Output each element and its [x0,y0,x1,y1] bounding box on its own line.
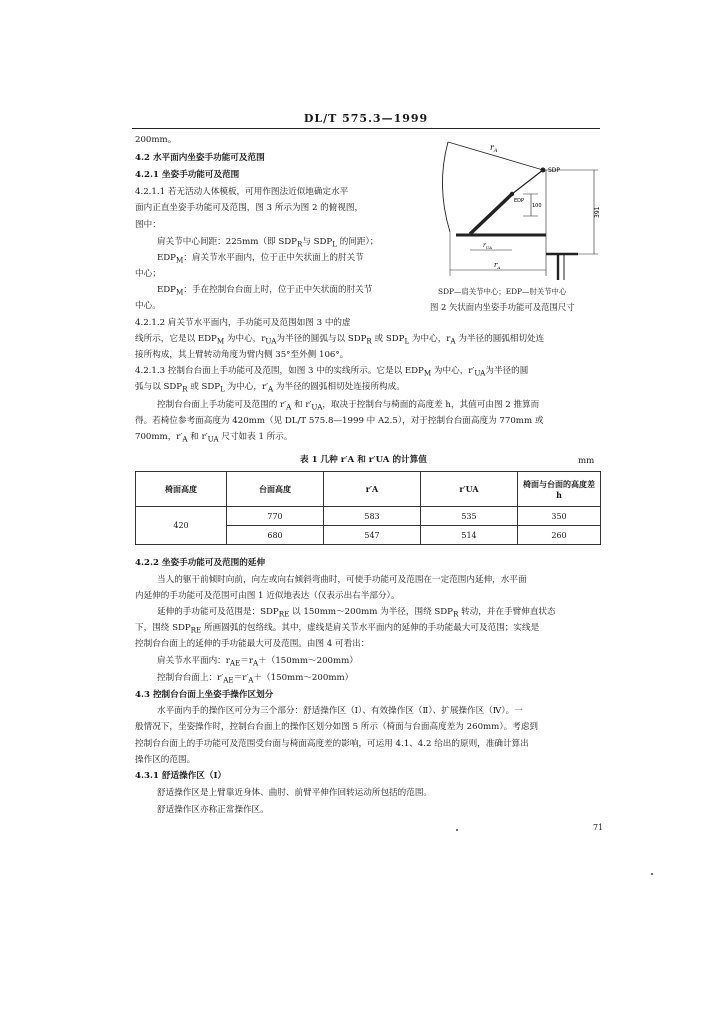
text-line: $EDP_M$：手在控制台台面上时，位于正中矢状面的肘关节 [157,285,373,297]
table-row [136,507,601,526]
table-col-header: 台面高度 [227,472,324,507]
text-line: 得。若椅位参考面高度为 420mm（见 DL/T 575.8—1999 中 A2.5），对于控制台台面高度为 770mm 或 [135,416,544,426]
text-line: 接所构成，其上臂转动角度为臂内侧 35°至外侧 106°。 [135,350,349,360]
edp-point [510,192,514,196]
table-cell: 514 [421,526,518,545]
text-line: 700mm，$r'_A$ 和 $r'_{UA}$ 尺寸如表 1 所示。 [135,432,293,444]
table-1-unit: mm [578,456,595,466]
table-1 [135,471,601,545]
text-line: 控制台台面上手功能可及范围的 $r'_A$ 和 $r'_{UA}$，取决于控制台与椅面的高度差 h，其值可由图 2 推算而 [157,400,540,412]
text-line: 面内正直坐姿手功能可及范围，图 3 所示为图 2 的俯视图， [135,203,364,213]
section-heading-4-2: 4.2 水平面内坐姿手功能可及范围 [135,153,265,163]
table-1-title: 表 1 几种 r′A 和 r′UA 的计算值 [300,455,427,465]
svg-text:rA: $r_A$ [490,143,498,154]
svg-text:391: 391 [594,206,601,218]
table-cell: 770 [227,507,324,526]
table-cell: 260 [518,526,601,545]
sdp-point [541,168,546,173]
text-line: 控制台台面上的手功能可及范围受台面与椅面高度差的影响，可运用 4.1、4.2 给出的原则，准确计算出 [135,739,529,749]
text-line: $EDP_M$：肩关节水平面内，位于正中矢状面上的肘关节 [157,253,364,265]
table-cell: 583 [324,507,421,526]
section-heading-4-2-2: 4.2.2 坐姿手功能可及范围的延伸 [135,558,266,568]
figure-2-legend: SDP—肩关节中心；EDP—肘关节中心 [438,287,567,296]
text-line: 图中： [135,220,161,230]
table-col-header: r′A [324,472,421,507]
reach-arc [442,142,450,232]
table-col-header: 椅面高度 [136,472,227,507]
table-col-header: r′UA [421,472,518,507]
text-line: 操作区的范围。 [135,755,196,765]
text-line: 控制台台面上的延伸的手功能最大可及范围。由图 4 可看出： [135,639,370,649]
svg-text:100: 100 [532,203,542,209]
text-line: 延伸的手功能可及范围是：$SDP_{RE}$ 以 150mm～200mm 为半径，围绕 $SDP_R$ 转动，并在手臂伸直状态 [157,607,556,619]
scan-speck [651,873,653,875]
section-heading-4-3-1: 4.3.1 舒适操作区（Ⅰ） [135,771,227,781]
page-number: 71 [593,823,604,832]
forearm [470,194,512,234]
radius-line [448,142,543,170]
text-line: 当人的躯干前倾时向前，向左或向右倾斜弯曲时，可使手功能可及范围在一定范围内延伸，水平面 [157,575,527,585]
header-rule [132,128,600,129]
section-heading-4-2-1: 4.2.1 坐姿手功能可及范围 [135,170,240,180]
table-cell: 420 [136,507,227,545]
figure-2-diagram [428,136,608,284]
text-line: 水平面内手的操作区可分为三个部分：舒适操作区（Ⅰ）、有效操作区（Ⅱ）、扩展操作区（Ⅳ）。一 [157,706,523,716]
page-header-standard-code: DL/T 575.3—1999 [303,112,429,125]
svg-text:rA: $r_A$ [494,261,501,270]
table-cell: 547 [324,526,421,545]
text-line: 舒适操作区亦称正常操作区。 [157,805,269,815]
text-line: 4.2.1.3 控制台台面上手功能可及范围，如图 3 中的实线所示。它是以 $EDP_M$ 为中心，$r'_{UA}$为半径的圆 [135,366,529,378]
figure-2-caption: 图 2 矢状面内坐姿手功能可及范围尺寸 [430,302,575,312]
text-line: 中心。 [135,301,161,311]
table-cell: 535 [421,507,518,526]
text-line: 肩关节中心间距：225mm（即 $SDP_R$与 $SDP_L$ 的间距）； [157,237,379,249]
formula-line: 肩关节水平面内：$r_{AE}=r_A+(150mm\sim 200mm)$ [157,656,358,668]
text-line: 弧与以 $SDP_R$ 或 $SDP_L$ 为中心，$r'_A$ 为半径的圆弧相切处连接所构成。 [135,382,405,394]
table-col-header: 椅面与台面的高度差 h [518,472,601,507]
text-line: 般情况下，坐姿操作时，控制台台面上的操作区划分如图 5 所示（椅面与台面高度差为 260mm）。考虑到 [135,722,539,732]
formula-line: 控制台台面上：$r'_{AE}=r'_A+(150mm\sim 200mm)$ [157,673,354,685]
svg-text:SDP: SDP [548,167,561,174]
text-line: 线所示，它是以 $EDP_M$ 为中心，$r_{UA}$为半径的圆弧与以 $SDP_R$ 或 $SDP_L$ 为中心，$r_A$ 为半径的圆弧相切处连 [135,334,545,346]
svg-text:rUA: $r_{UA}$ [483,242,493,250]
svg-text:EDP: EDP [514,198,525,204]
text-line: 4.2.1.1 若无活动人体模板，可用作图法近似地确定水平 [135,187,349,197]
text-line: 舒适操作区是上臂靠近身体、曲肘、前臂平伸作回转运动所包括的范围。 [157,788,433,798]
text-line: 下，围绕 $SDP_{RE}$ 所画圆弧的包络线。其中，虚线是肩关节水平面内的延伸的手功能最大可及范围；实线是 [135,623,540,635]
table-cell: 680 [227,526,324,545]
section-heading-4-3: 4.3 控制台台面上坐姿手操作区划分 [135,690,274,700]
text-line: 200mm。 [135,135,177,145]
text-line: 内延伸的手功能可及范围可由图 1 近似地表达（仅表示出右半部分）。 [135,591,400,601]
table-header-row [136,472,601,507]
scan-speck [456,829,458,831]
text-line: 中心； [135,269,161,279]
text-line: 4.2.1.2 肩关节水平面内，手功能可及范围如图 3 中的虚 [135,318,351,328]
table-cell: 350 [518,507,601,526]
upper-arm [512,170,543,194]
